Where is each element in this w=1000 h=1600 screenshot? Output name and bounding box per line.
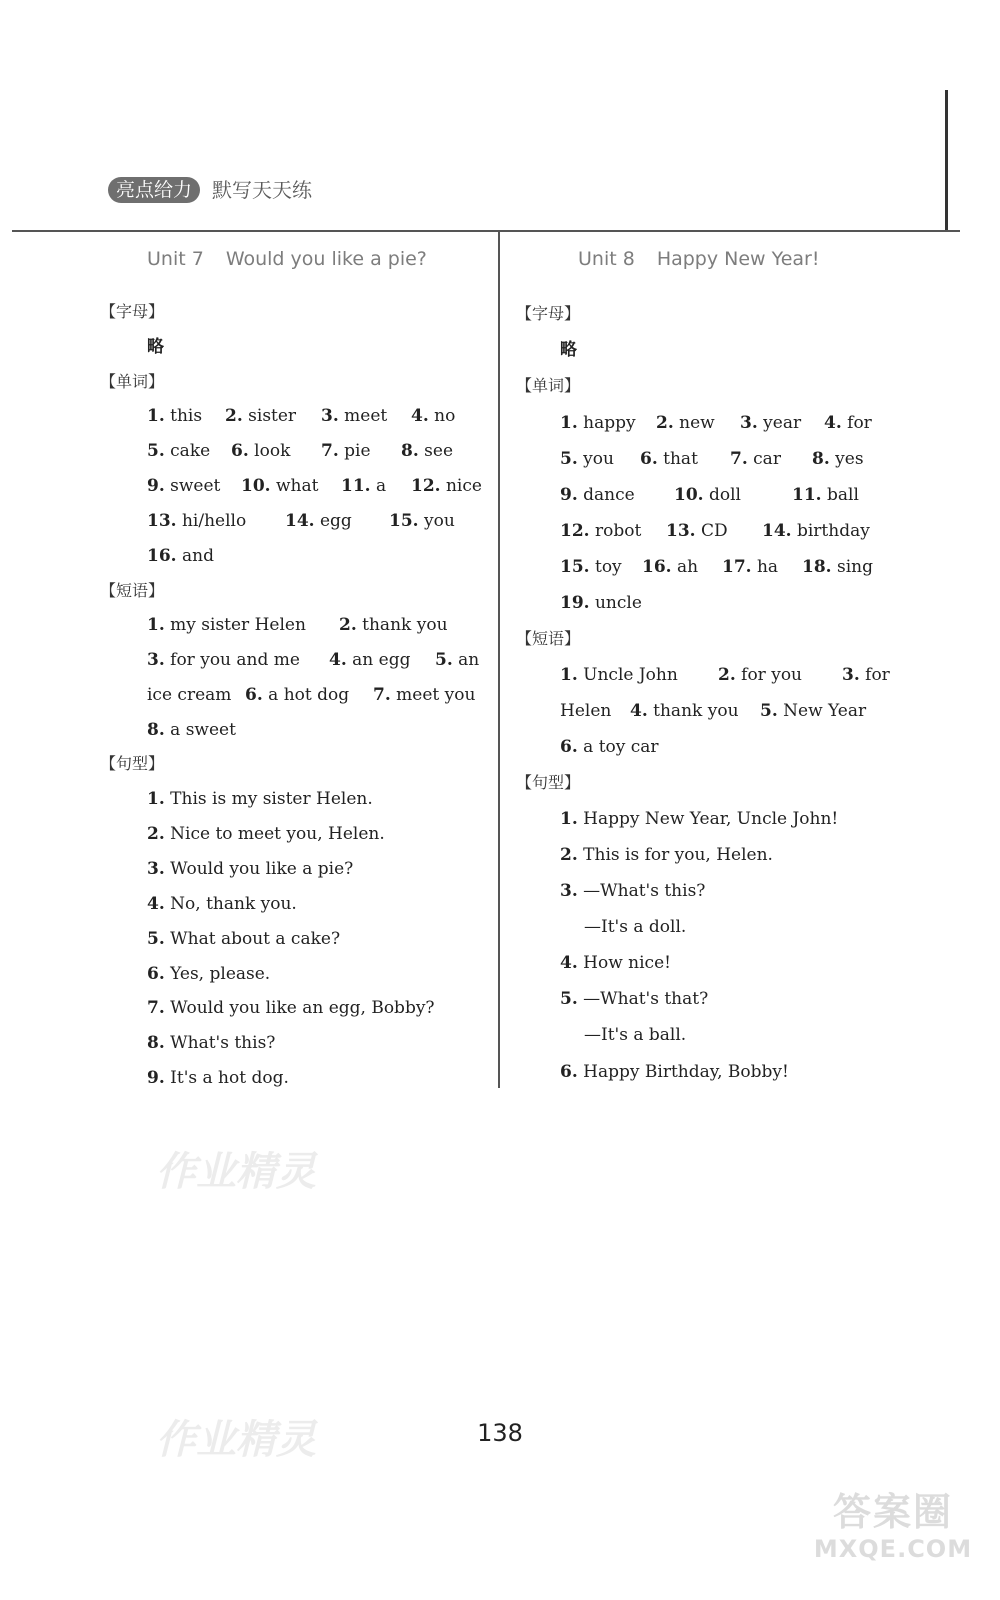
right-unit-title: Happy New Year! [656,248,820,270]
word-item: 14. birthday [762,521,870,541]
left-unit-title: Would you like a pie? [225,248,427,270]
word-item: 5. you [560,449,614,469]
sentence-item: 3. —What's this? [560,881,706,901]
phrase-item: 5. an [435,650,480,670]
word-item: 2. new [656,413,715,433]
left-words-row [147,439,453,463]
right-words-row [560,483,859,507]
right-unit-heading [578,246,819,272]
right-words-label: 【单词】 [516,376,581,395]
column-divider [498,232,500,1088]
phrase-item: 5. New Year [760,701,867,721]
site-logo [808,1490,978,1590]
left-phrases-label: 【短语】 [100,581,165,600]
right-sentences-label: 【句型】 [516,773,581,792]
word-item: 9. sweet [147,476,221,496]
left-words-label: 【单词】 [100,372,165,391]
logo-bottom-text: MXQE.COM [813,1535,973,1563]
word-item: 12. robot [560,521,642,541]
phrase-item: Helen [560,701,612,721]
word-item: 6. that [640,449,698,469]
left-phrases-row [147,613,448,637]
sentence-item: 3. Would you like a pie? [147,859,354,879]
word-item: 7. car [730,449,781,469]
word-item: 15. you [389,511,455,531]
left-letters-text: 略 [147,337,164,357]
word-item: 1. happy [560,413,636,433]
watermark: 作业精灵 [156,1148,316,1195]
word-item: 5. cake [147,441,211,461]
sentence-item: —It's a doll. [584,917,687,937]
word-item: 18. sing [802,557,873,577]
right-phrases-row [560,735,659,759]
word-item: 11. ball [792,485,859,505]
word-item: 11. a [341,476,387,496]
sentence-item: 1. Happy New Year, Uncle John! [560,809,839,829]
word-item: 9. dance [560,485,635,505]
phrase-item: 8. a sweet [147,720,236,740]
header-badge: 亮点给力 [108,177,200,203]
word-item: 13. hi/hello [147,511,247,531]
word-item: 15. toy [560,557,622,577]
right-phrases-label: 【短语】 [516,629,581,648]
left-letters-label: 【字母】 [100,302,165,321]
word-item: 8. yes [812,449,864,469]
sentence-item: 4. How nice! [560,953,671,973]
sentence-item: 9. It's a hot dog. [147,1068,289,1088]
sentence-item: 5. —What's that? [560,989,709,1009]
word-item: 8. see [401,441,454,461]
sentence-item: 6. Happy Birthday, Bobby! [560,1062,789,1082]
right-letters-text: 略 [560,340,577,360]
phrase-item: 3. for you and me [147,650,300,670]
left-phrases-row [147,718,236,742]
phrase-item: 6. a toy car [560,737,659,757]
word-item: 13. CD [666,521,728,541]
right-words-row [560,555,873,579]
phrase-item: 6. a hot dog [245,685,350,705]
word-item: 7. pie [321,441,371,461]
left-phrases-row [147,648,479,672]
word-item: 10. what [241,476,319,496]
right-phrases-row [560,699,866,723]
word-item: 10. doll [674,485,741,505]
header-rule [12,230,960,232]
word-item: 16. ah [642,557,699,577]
left-words-row [147,474,482,498]
sentence-item: 1. This is my sister Helen. [147,789,373,809]
right-letters-label: 【字母】 [516,304,581,323]
phrase-item: 4. thank you [630,701,739,721]
phrase-item: 4. an egg [329,650,411,670]
word-item: 19. uncle [560,593,642,613]
word-item: 3. meet [321,406,388,426]
word-item: 12. nice [411,476,482,496]
sentence-item: 2. This is for you, Helen. [560,845,773,865]
logo-top-text: 答案圈 [832,1490,953,1534]
right-words-row [560,447,864,471]
phrase-item: 3. for [842,665,890,685]
word-item: 4. for [824,413,872,433]
right-unit-number: Unit 8 [578,248,635,270]
phrase-item: 1. Uncle John [560,665,678,685]
left-phrases-row [147,683,475,707]
right-words-row [560,591,642,615]
left-words-row [147,544,214,568]
word-item: 17. ha [722,557,779,577]
sentence-item: 8. What's this? [147,1033,276,1053]
word-item: 1. this [147,406,203,426]
phrase-item: 2. for you [718,665,803,685]
word-item: 16. and [147,546,214,566]
left-words-row [147,404,455,428]
word-item: 3. year [740,413,802,433]
sentence-item: 2. Nice to meet you, Helen. [147,824,385,844]
left-unit-heading [147,246,427,272]
right-words-row [560,411,872,435]
phrase-item: ice cream [147,685,232,705]
page-number: 138 [477,1419,523,1447]
right-phrases-row [560,663,890,687]
left-sentences-label: 【句型】 [100,754,165,773]
word-item: 2. sister [225,406,297,426]
phrase-item: 7. meet you [373,685,476,705]
left-words-row [147,509,455,533]
word-item: 6. look [231,441,291,461]
header-title: 默写天天练 [212,178,312,202]
word-item: 4. no [411,406,456,426]
left-unit-number: Unit 7 [147,248,204,270]
sentence-item: 5. What about a cake? [147,929,341,949]
watermark: 作业精灵 [156,1416,316,1463]
phrase-item: 1. my sister Helen [147,615,306,635]
sentence-item: 4. No, thank you. [147,894,297,914]
phrase-item: 2. thank you [339,615,448,635]
sentence-item: 7. Would you like an egg, Bobby? [147,998,435,1018]
sentence-item: —It's a ball. [584,1025,687,1045]
page-edge-mark [945,90,948,230]
right-words-row [560,519,870,543]
sentence-item: 6. Yes, please. [147,964,271,984]
word-item: 14. egg [285,511,352,531]
